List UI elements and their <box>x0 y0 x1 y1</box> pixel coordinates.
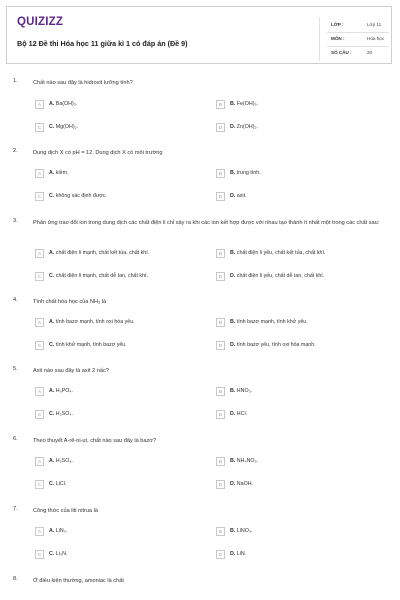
quizizz-logo: QUIZIZZ <box>17 16 64 28</box>
option-text: tính bazơ mạnh, tính oxi hóa yếu. <box>55 319 135 325</box>
answer-option[interactable] <box>216 410 386 422</box>
question-text: Phản ứng trao đổi ion trong dung dịch các chất điện li chỉ xảy ra khi các ion kết hợp được với nhau tạo thành ít nhất một trong các chất sau: <box>33 220 380 226</box>
meta-row-subject <box>327 32 389 46</box>
meta-value: 20 <box>367 50 373 55</box>
meta-table <box>327 19 389 60</box>
meta-divider <box>319 17 320 61</box>
option-letter-box: B <box>216 457 225 466</box>
option-label <box>230 528 253 534</box>
option-key: D. <box>230 481 236 487</box>
option-label <box>230 481 253 487</box>
option-key: B. <box>230 319 236 325</box>
option-label <box>230 124 258 130</box>
meta-row-class <box>327 19 389 32</box>
option-letter-box: A <box>35 249 44 258</box>
option-label <box>49 481 66 487</box>
option-letter-box: D <box>216 410 225 419</box>
option-label <box>49 411 73 417</box>
option-key: D. <box>230 411 236 417</box>
answer-option[interactable] <box>216 318 386 330</box>
option-letter-box: C <box>35 550 44 559</box>
option-text: HCl. <box>236 411 248 417</box>
option-text: Zn(OH)₂. <box>236 124 258 130</box>
option-label <box>230 193 247 199</box>
option-letter-box: C <box>35 341 44 350</box>
option-label <box>230 273 324 279</box>
option-text: NH₄NO₃. <box>236 458 259 464</box>
option-letter-box: D <box>216 550 225 559</box>
option-key: C. <box>49 273 55 279</box>
option-letter-box: D <box>216 192 225 201</box>
option-label <box>49 101 77 107</box>
option-text: không xác định được. <box>55 193 107 199</box>
question-number: 8. <box>13 576 18 582</box>
option-letter-box: B <box>216 527 225 536</box>
answer-option[interactable] <box>35 123 205 135</box>
option-label <box>230 101 258 107</box>
option-letter-box: D <box>216 480 225 489</box>
option-key: A. <box>49 170 55 176</box>
answer-option[interactable] <box>216 550 386 562</box>
option-label <box>49 250 149 256</box>
option-key: B. <box>230 101 236 107</box>
answer-option[interactable] <box>216 457 386 469</box>
question-text: Công thức của liti nitrua là <box>33 508 98 514</box>
option-label <box>230 250 325 256</box>
question-text: Theo thuyết A-rê-ni-ut, chất nào sau đây là bazơ? <box>33 438 157 444</box>
answer-option[interactable] <box>35 272 205 284</box>
answer-option[interactable] <box>216 341 386 353</box>
answer-option[interactable] <box>35 341 205 353</box>
option-label <box>230 458 258 464</box>
answer-option[interactable] <box>216 249 386 261</box>
question-number: 7. <box>13 506 18 512</box>
question-text: Dung dịch X có pH = 12. Dung dịch X có môi trường <box>33 150 163 156</box>
option-key: C. <box>49 411 55 417</box>
option-letter-box: C <box>35 272 44 281</box>
option-text: tính bazơ mạnh, tính khử yếu. <box>236 319 308 325</box>
option-label <box>230 388 252 394</box>
answer-option[interactable] <box>216 169 386 181</box>
option-label <box>49 388 73 394</box>
question-number: 6. <box>13 436 18 442</box>
question-text: Tính chất hóa học của NH₃ là <box>33 299 107 305</box>
question-number: 5. <box>13 366 18 372</box>
option-letter-box: D <box>216 123 225 132</box>
option-letter-box: C <box>35 123 44 132</box>
answer-option[interactable] <box>35 249 205 261</box>
option-letter-box: A <box>35 318 44 327</box>
option-key: C. <box>49 193 55 199</box>
option-text: H₂SO₄. <box>55 411 73 417</box>
answer-option[interactable] <box>35 527 205 539</box>
option-text: LiCl. <box>55 481 67 487</box>
option-key: D. <box>230 273 236 279</box>
question-number: 1. <box>13 78 18 84</box>
option-letter-box: C <box>35 480 44 489</box>
answer-option[interactable] <box>216 272 386 284</box>
option-key: D. <box>230 193 236 199</box>
meta-label: MÔN : <box>331 36 345 41</box>
answer-option[interactable] <box>35 318 205 330</box>
option-label <box>49 273 148 279</box>
option-key: D. <box>230 124 236 130</box>
option-key: C. <box>49 342 55 348</box>
option-key: B. <box>230 528 236 534</box>
meta-label: SỐ CÂU : <box>331 50 352 55</box>
option-key: A. <box>49 319 55 325</box>
meta-value: Lớp 11 <box>367 22 382 27</box>
option-text: Fe(OH)₃. <box>236 101 259 107</box>
option-letter-box: B <box>216 169 225 178</box>
option-text: LiN. <box>236 551 247 557</box>
answer-option[interactable] <box>216 100 386 112</box>
meta-row-count <box>327 46 389 60</box>
option-key: A. <box>49 101 55 107</box>
question-number: 2. <box>13 148 18 154</box>
option-key: C. <box>49 481 55 487</box>
question-text: Chất nào sau đây là hidroxit lưỡng tính? <box>33 80 133 86</box>
document-title: Bộ 12 Đề thi Hóa học 11 giữa kì 1 có đáp án (Đề 9) <box>17 39 188 48</box>
option-text: LiN₃. <box>55 528 68 534</box>
option-label <box>49 342 127 348</box>
answer-option[interactable] <box>35 480 205 492</box>
option-label <box>49 193 107 199</box>
option-text: H₃PO₄. <box>55 388 74 394</box>
document-header <box>6 6 392 64</box>
option-letter-box: B <box>216 318 225 327</box>
option-label <box>49 124 78 130</box>
option-text: Ba(OH)₂. <box>55 101 78 107</box>
answer-option[interactable] <box>216 192 386 204</box>
option-label <box>49 528 67 534</box>
option-text: chất điện li mạnh, chất dễ tan, chất khí. <box>55 273 148 279</box>
option-label <box>49 319 135 325</box>
option-text: NaOH. <box>236 481 253 487</box>
option-key: B. <box>230 250 236 256</box>
option-letter-box: A <box>35 387 44 396</box>
option-key: B. <box>230 388 236 394</box>
option-text: LiNO₃. <box>236 528 253 534</box>
option-text: H₂SO₄. <box>55 458 73 464</box>
option-key: A. <box>49 250 55 256</box>
option-text: Mg(OH)₂. <box>55 124 79 130</box>
answer-option[interactable] <box>35 457 205 469</box>
option-letter-box: C <box>35 192 44 201</box>
option-text: trung tính. <box>236 170 261 176</box>
answer-option[interactable] <box>35 387 205 399</box>
option-text: kiềm. <box>55 170 69 176</box>
option-key: A. <box>49 458 55 464</box>
option-text: chất điện li yếu, chất dễ tan, chất khí. <box>236 273 325 279</box>
option-text: chất điện li yếu, chất kết tủa, chất khí. <box>236 250 326 256</box>
option-key: B. <box>230 458 236 464</box>
question-text: Ở điều kiện thường, amoniac là chất <box>33 578 124 584</box>
answer-option[interactable] <box>35 410 205 422</box>
option-label <box>49 458 73 464</box>
option-label <box>230 319 308 325</box>
option-letter-box: A <box>35 100 44 109</box>
option-letter-box: D <box>216 341 225 350</box>
option-label <box>230 170 261 176</box>
option-letter-box: C <box>35 410 44 419</box>
option-key: A. <box>49 388 55 394</box>
option-letter-box: A <box>35 527 44 536</box>
option-letter-box: A <box>35 457 44 466</box>
option-text: HNO₃. <box>236 388 253 394</box>
answer-option[interactable] <box>216 387 386 399</box>
answer-option[interactable] <box>216 527 386 539</box>
option-text: axit. <box>236 193 247 199</box>
option-letter-box: B <box>216 100 225 109</box>
option-text: chất điện li mạnh, chất kết tủa, chất khí. <box>55 250 150 256</box>
option-key: C. <box>49 551 55 557</box>
option-key: D. <box>230 342 236 348</box>
option-text: Li₃N. <box>55 551 68 557</box>
option-text: tính bazơ yếu, tính oxi hóa mạnh. <box>236 342 316 348</box>
option-label <box>230 551 246 557</box>
question-number: 3. <box>13 218 18 224</box>
meta-value: Hóa học <box>367 36 385 41</box>
answer-option[interactable] <box>35 550 205 562</box>
option-key: B. <box>230 170 236 176</box>
option-label <box>49 170 68 176</box>
option-letter-box: A <box>35 169 44 178</box>
option-letter-box: B <box>216 249 225 258</box>
answer-option[interactable] <box>35 100 205 112</box>
answer-option[interactable] <box>35 192 205 204</box>
option-key: A. <box>49 528 55 534</box>
option-letter-box: D <box>216 272 225 281</box>
question-text: Axit nào sau đây là axit 2 nấc? <box>33 368 109 374</box>
answer-option[interactable] <box>216 480 386 492</box>
option-letter-box: B <box>216 387 225 396</box>
answer-option[interactable] <box>216 123 386 135</box>
option-key: C. <box>49 124 55 130</box>
option-key: D. <box>230 551 236 557</box>
option-label <box>230 342 316 348</box>
option-label <box>49 551 67 557</box>
question-number: 4. <box>13 297 18 303</box>
answer-option[interactable] <box>35 169 205 181</box>
option-text: tính khử mạnh, tính bazơ yếu. <box>55 342 127 348</box>
meta-label: LỚP : <box>331 22 344 27</box>
option-label <box>230 411 247 417</box>
